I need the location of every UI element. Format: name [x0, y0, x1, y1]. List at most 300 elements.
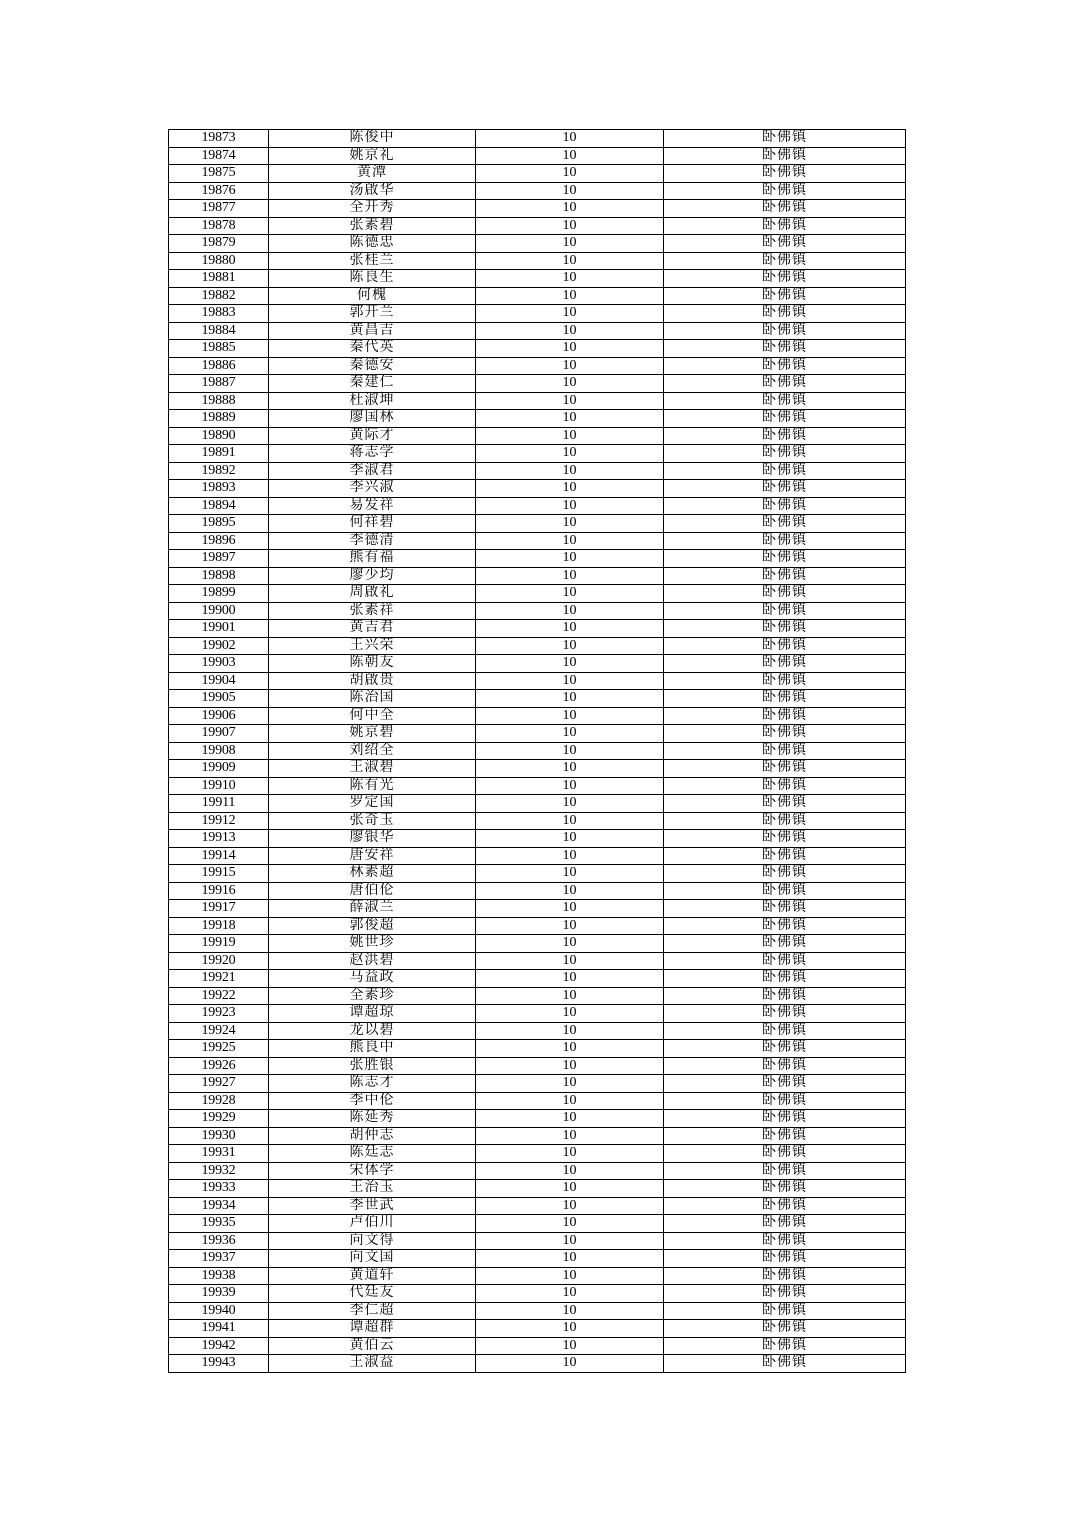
row-number-cell: 19914 [169, 847, 269, 865]
name-cell: 向文得 [269, 1232, 476, 1250]
name-cell: 何中全 [269, 707, 476, 725]
value-cell: 10 [476, 952, 664, 970]
name-cell: 姚京礼 [269, 147, 476, 165]
value-cell: 10 [476, 655, 664, 673]
row-number-cell: 19908 [169, 742, 269, 760]
value-cell: 10 [476, 1022, 664, 1040]
value-cell: 10 [476, 795, 664, 813]
town-cell: 卧佛镇 [664, 427, 906, 445]
town-cell: 卧佛镇 [664, 882, 906, 900]
town-cell: 卧佛镇 [664, 585, 906, 603]
value-cell: 10 [476, 550, 664, 568]
row-number-cell: 19882 [169, 287, 269, 305]
row-number-cell: 19936 [169, 1232, 269, 1250]
town-cell: 卧佛镇 [664, 1127, 906, 1145]
row-number-cell: 19918 [169, 917, 269, 935]
name-cell: 黄道轩 [269, 1267, 476, 1285]
table-body [169, 130, 906, 1373]
table-row [169, 1075, 906, 1093]
table-row [169, 847, 906, 865]
value-cell: 10 [476, 602, 664, 620]
value-cell: 10 [476, 287, 664, 305]
value-cell: 10 [476, 1075, 664, 1093]
value-cell: 10 [476, 427, 664, 445]
row-number-cell: 19898 [169, 567, 269, 585]
value-cell: 10 [476, 1267, 664, 1285]
row-number-cell: 19919 [169, 935, 269, 953]
value-cell: 10 [476, 532, 664, 550]
town-cell: 卧佛镇 [664, 1302, 906, 1320]
value-cell: 10 [476, 917, 664, 935]
name-cell: 廖银华 [269, 830, 476, 848]
name-cell: 黄昌吉 [269, 322, 476, 340]
town-cell: 卧佛镇 [664, 1232, 906, 1250]
town-cell: 卧佛镇 [664, 1337, 906, 1355]
value-cell: 10 [476, 1337, 664, 1355]
name-cell: 王淑碧 [269, 760, 476, 778]
name-cell: 陈朝友 [269, 655, 476, 673]
town-cell: 卧佛镇 [664, 690, 906, 708]
value-cell: 10 [476, 1162, 664, 1180]
name-cell: 罗定国 [269, 795, 476, 813]
row-number-cell: 19923 [169, 1005, 269, 1023]
table-row [169, 1005, 906, 1023]
name-cell: 陈志才 [269, 1075, 476, 1093]
town-cell: 卧佛镇 [664, 760, 906, 778]
row-number-cell: 19890 [169, 427, 269, 445]
town-cell: 卧佛镇 [664, 935, 906, 953]
name-cell: 张奇玉 [269, 812, 476, 830]
table-row [169, 1180, 906, 1198]
name-cell: 陈良生 [269, 270, 476, 288]
row-number-cell: 19874 [169, 147, 269, 165]
value-cell: 10 [476, 322, 664, 340]
town-cell: 卧佛镇 [664, 1005, 906, 1023]
town-cell: 卧佛镇 [664, 830, 906, 848]
name-cell: 张胜银 [269, 1057, 476, 1075]
table-row [169, 1022, 906, 1040]
name-cell: 王淑益 [269, 1355, 476, 1373]
row-number-cell: 19888 [169, 392, 269, 410]
table-row [169, 952, 906, 970]
row-number-cell: 19885 [169, 340, 269, 358]
table-row [169, 532, 906, 550]
value-cell: 10 [476, 812, 664, 830]
table-row [169, 1145, 906, 1163]
value-cell: 10 [476, 567, 664, 585]
row-number-cell: 19916 [169, 882, 269, 900]
name-cell: 何槐 [269, 287, 476, 305]
town-cell: 卧佛镇 [664, 410, 906, 428]
row-number-cell: 19909 [169, 760, 269, 778]
value-cell: 10 [476, 1127, 664, 1145]
name-cell: 胡仲志 [269, 1127, 476, 1145]
name-cell: 郭开兰 [269, 305, 476, 323]
row-number-cell: 19875 [169, 165, 269, 183]
name-cell: 蒋志学 [269, 445, 476, 463]
name-cell: 谭超琼 [269, 1005, 476, 1023]
value-cell: 10 [476, 690, 664, 708]
table-row [169, 672, 906, 690]
name-cell: 黄伯云 [269, 1337, 476, 1355]
town-cell: 卧佛镇 [664, 1075, 906, 1093]
row-number-cell: 19932 [169, 1162, 269, 1180]
row-number-cell: 19931 [169, 1145, 269, 1163]
row-number-cell: 19929 [169, 1110, 269, 1128]
table-row [169, 602, 906, 620]
town-cell: 卧佛镇 [664, 480, 906, 498]
value-cell: 10 [476, 410, 664, 428]
name-cell: 陈治国 [269, 690, 476, 708]
value-cell: 10 [476, 1005, 664, 1023]
table-row [169, 1197, 906, 1215]
value-cell: 10 [476, 847, 664, 865]
town-cell: 卧佛镇 [664, 742, 906, 760]
value-cell: 10 [476, 585, 664, 603]
town-cell: 卧佛镇 [664, 1162, 906, 1180]
name-cell: 杜淑坤 [269, 392, 476, 410]
town-cell: 卧佛镇 [664, 1040, 906, 1058]
town-cell: 卧佛镇 [664, 952, 906, 970]
name-cell: 陈延秀 [269, 1110, 476, 1128]
row-number-cell: 19912 [169, 812, 269, 830]
town-cell: 卧佛镇 [664, 462, 906, 480]
row-number-cell: 19886 [169, 357, 269, 375]
table-row [169, 462, 906, 480]
row-number-cell: 19928 [169, 1092, 269, 1110]
value-cell: 10 [476, 515, 664, 533]
table-row [169, 1355, 906, 1373]
table-row [169, 1232, 906, 1250]
table-row [169, 182, 906, 200]
table-row [169, 1057, 906, 1075]
name-cell: 秦建仁 [269, 375, 476, 393]
table-row [169, 1215, 906, 1233]
town-cell: 卧佛镇 [664, 147, 906, 165]
town-cell: 卧佛镇 [664, 1057, 906, 1075]
row-number-cell: 19915 [169, 865, 269, 883]
row-number-cell: 19933 [169, 1180, 269, 1198]
table-row [169, 830, 906, 848]
town-cell: 卧佛镇 [664, 235, 906, 253]
name-cell: 黄际才 [269, 427, 476, 445]
name-cell: 黄潭 [269, 165, 476, 183]
town-cell: 卧佛镇 [664, 672, 906, 690]
value-cell: 10 [476, 305, 664, 323]
town-cell: 卧佛镇 [664, 1267, 906, 1285]
town-cell: 卧佛镇 [664, 1250, 906, 1268]
name-cell: 李淑君 [269, 462, 476, 480]
name-cell: 卢伯川 [269, 1215, 476, 1233]
value-cell: 10 [476, 130, 664, 148]
table-row [169, 165, 906, 183]
town-cell: 卧佛镇 [664, 497, 906, 515]
row-number-cell: 19883 [169, 305, 269, 323]
row-number-cell: 19922 [169, 987, 269, 1005]
row-number-cell: 19881 [169, 270, 269, 288]
town-cell: 卧佛镇 [664, 322, 906, 340]
town-cell: 卧佛镇 [664, 620, 906, 638]
name-cell: 张素祥 [269, 602, 476, 620]
table-row [169, 1162, 906, 1180]
town-cell: 卧佛镇 [664, 357, 906, 375]
value-cell: 10 [476, 1092, 664, 1110]
town-cell: 卧佛镇 [664, 637, 906, 655]
value-cell: 10 [476, 882, 664, 900]
row-number-cell: 19891 [169, 445, 269, 463]
name-cell: 黄吉君 [269, 620, 476, 638]
value-cell: 10 [476, 1250, 664, 1268]
name-cell: 赵洪碧 [269, 952, 476, 970]
table-row [169, 375, 906, 393]
value-cell: 10 [476, 1302, 664, 1320]
value-cell: 10 [476, 1215, 664, 1233]
value-cell: 10 [476, 1197, 664, 1215]
table-row [169, 970, 906, 988]
value-cell: 10 [476, 357, 664, 375]
town-cell: 卧佛镇 [664, 1145, 906, 1163]
town-cell: 卧佛镇 [664, 287, 906, 305]
row-number-cell: 19901 [169, 620, 269, 638]
name-cell: 陈德忠 [269, 235, 476, 253]
row-number-cell: 19911 [169, 795, 269, 813]
town-cell: 卧佛镇 [664, 865, 906, 883]
row-number-cell: 19880 [169, 252, 269, 270]
value-cell: 10 [476, 777, 664, 795]
value-cell: 10 [476, 1285, 664, 1303]
name-cell: 汤啟华 [269, 182, 476, 200]
row-number-cell: 19900 [169, 602, 269, 620]
value-cell: 10 [476, 147, 664, 165]
name-cell: 王兴荣 [269, 637, 476, 655]
row-number-cell: 19924 [169, 1022, 269, 1040]
town-cell: 卧佛镇 [664, 987, 906, 1005]
town-cell: 卧佛镇 [664, 567, 906, 585]
table-row [169, 497, 906, 515]
table-row [169, 445, 906, 463]
table-row [169, 130, 906, 148]
name-cell: 周啟礼 [269, 585, 476, 603]
row-number-cell: 19910 [169, 777, 269, 795]
row-number-cell: 19942 [169, 1337, 269, 1355]
name-cell: 陈俊中 [269, 130, 476, 148]
name-cell: 廖国林 [269, 410, 476, 428]
value-cell: 10 [476, 445, 664, 463]
table-row [169, 707, 906, 725]
value-cell: 10 [476, 935, 664, 953]
town-cell: 卧佛镇 [664, 795, 906, 813]
town-cell: 卧佛镇 [664, 1355, 906, 1373]
table-row [169, 1110, 906, 1128]
value-cell: 10 [476, 672, 664, 690]
table-row [169, 655, 906, 673]
table-row [169, 795, 906, 813]
name-cell: 秦德安 [269, 357, 476, 375]
town-cell: 卧佛镇 [664, 900, 906, 918]
table-row [169, 742, 906, 760]
value-cell: 10 [476, 970, 664, 988]
town-cell: 卧佛镇 [664, 1285, 906, 1303]
row-number-cell: 19897 [169, 550, 269, 568]
value-cell: 10 [476, 1145, 664, 1163]
name-cell: 李世武 [269, 1197, 476, 1215]
table-row [169, 270, 906, 288]
value-cell: 10 [476, 217, 664, 235]
value-cell: 10 [476, 760, 664, 778]
value-cell: 10 [476, 270, 664, 288]
row-number-cell: 19920 [169, 952, 269, 970]
table-row [169, 287, 906, 305]
name-cell: 宋体学 [269, 1162, 476, 1180]
row-number-cell: 19878 [169, 217, 269, 235]
table-row [169, 567, 906, 585]
town-cell: 卧佛镇 [664, 392, 906, 410]
town-cell: 卧佛镇 [664, 1110, 906, 1128]
value-cell: 10 [476, 830, 664, 848]
value-cell: 10 [476, 165, 664, 183]
town-cell: 卧佛镇 [664, 200, 906, 218]
row-number-cell: 19895 [169, 515, 269, 533]
name-cell: 郭俊超 [269, 917, 476, 935]
town-cell: 卧佛镇 [664, 270, 906, 288]
value-cell: 10 [476, 497, 664, 515]
table-row [169, 760, 906, 778]
town-cell: 卧佛镇 [664, 1180, 906, 1198]
town-cell: 卧佛镇 [664, 217, 906, 235]
row-number-cell: 19907 [169, 725, 269, 743]
row-number-cell: 19943 [169, 1355, 269, 1373]
value-cell: 10 [476, 182, 664, 200]
town-cell: 卧佛镇 [664, 550, 906, 568]
value-cell: 10 [476, 865, 664, 883]
town-cell: 卧佛镇 [664, 1320, 906, 1338]
row-number-cell: 19884 [169, 322, 269, 340]
row-number-cell: 19917 [169, 900, 269, 918]
town-cell: 卧佛镇 [664, 340, 906, 358]
name-cell: 胡啟贵 [269, 672, 476, 690]
table-row [169, 935, 906, 953]
name-cell: 马益政 [269, 970, 476, 988]
name-cell: 李兴淑 [269, 480, 476, 498]
value-cell: 10 [476, 1180, 664, 1198]
town-cell: 卧佛镇 [664, 1092, 906, 1110]
table-row [169, 550, 906, 568]
row-number-cell: 19935 [169, 1215, 269, 1233]
value-cell: 10 [476, 725, 664, 743]
name-cell: 何祥碧 [269, 515, 476, 533]
value-cell: 10 [476, 480, 664, 498]
row-number-cell: 19939 [169, 1285, 269, 1303]
row-number-cell: 19876 [169, 182, 269, 200]
table-row [169, 252, 906, 270]
value-cell: 10 [476, 1040, 664, 1058]
row-number-cell: 19899 [169, 585, 269, 603]
row-number-cell: 19894 [169, 497, 269, 515]
table-row [169, 147, 906, 165]
row-number-cell: 19896 [169, 532, 269, 550]
row-number-cell: 19906 [169, 707, 269, 725]
table-row [169, 357, 906, 375]
town-cell: 卧佛镇 [664, 917, 906, 935]
value-cell: 10 [476, 1057, 664, 1075]
row-number-cell: 19921 [169, 970, 269, 988]
town-cell: 卧佛镇 [664, 375, 906, 393]
town-cell: 卧佛镇 [664, 515, 906, 533]
value-cell: 10 [476, 742, 664, 760]
table-row [169, 1337, 906, 1355]
name-cell: 龙以碧 [269, 1022, 476, 1040]
row-number-cell: 19902 [169, 637, 269, 655]
value-cell: 10 [476, 900, 664, 918]
name-cell: 谭超群 [269, 1320, 476, 1338]
name-cell: 薛淑兰 [269, 900, 476, 918]
table-row [169, 865, 906, 883]
table-row [169, 1250, 906, 1268]
name-cell: 唐安祥 [269, 847, 476, 865]
town-cell: 卧佛镇 [664, 130, 906, 148]
town-cell: 卧佛镇 [664, 847, 906, 865]
row-number-cell: 19879 [169, 235, 269, 253]
town-cell: 卧佛镇 [664, 812, 906, 830]
row-number-cell: 19904 [169, 672, 269, 690]
town-cell: 卧佛镇 [664, 602, 906, 620]
value-cell: 10 [476, 252, 664, 270]
name-cell: 向文国 [269, 1250, 476, 1268]
table-row [169, 515, 906, 533]
value-cell: 10 [476, 462, 664, 480]
value-cell: 10 [476, 340, 664, 358]
table-row [169, 200, 906, 218]
town-cell: 卧佛镇 [664, 305, 906, 323]
table-row [169, 900, 906, 918]
table-row [169, 480, 906, 498]
town-cell: 卧佛镇 [664, 707, 906, 725]
row-number-cell: 19940 [169, 1302, 269, 1320]
value-cell: 10 [476, 1320, 664, 1338]
name-cell: 陈廷志 [269, 1145, 476, 1163]
table-row [169, 637, 906, 655]
name-cell: 姚京碧 [269, 725, 476, 743]
table-row [169, 917, 906, 935]
table-row [169, 217, 906, 235]
value-cell: 10 [476, 1110, 664, 1128]
row-number-cell: 19925 [169, 1040, 269, 1058]
row-number-cell: 19938 [169, 1267, 269, 1285]
table-row [169, 987, 906, 1005]
row-number-cell: 19892 [169, 462, 269, 480]
row-number-cell: 19913 [169, 830, 269, 848]
table-row [169, 305, 906, 323]
table-row [169, 690, 906, 708]
town-cell: 卧佛镇 [664, 655, 906, 673]
town-cell: 卧佛镇 [664, 252, 906, 270]
town-cell: 卧佛镇 [664, 445, 906, 463]
town-cell: 卧佛镇 [664, 1197, 906, 1215]
name-cell: 全开秀 [269, 200, 476, 218]
row-number-cell: 19893 [169, 480, 269, 498]
table-row [169, 340, 906, 358]
name-cell: 廖少均 [269, 567, 476, 585]
name-cell: 王治玉 [269, 1180, 476, 1198]
name-cell: 李德清 [269, 532, 476, 550]
row-number-cell: 19930 [169, 1127, 269, 1145]
value-cell: 10 [476, 620, 664, 638]
value-cell: 10 [476, 392, 664, 410]
row-number-cell: 19887 [169, 375, 269, 393]
name-cell: 秦代英 [269, 340, 476, 358]
town-cell: 卧佛镇 [664, 777, 906, 795]
row-number-cell: 19873 [169, 130, 269, 148]
